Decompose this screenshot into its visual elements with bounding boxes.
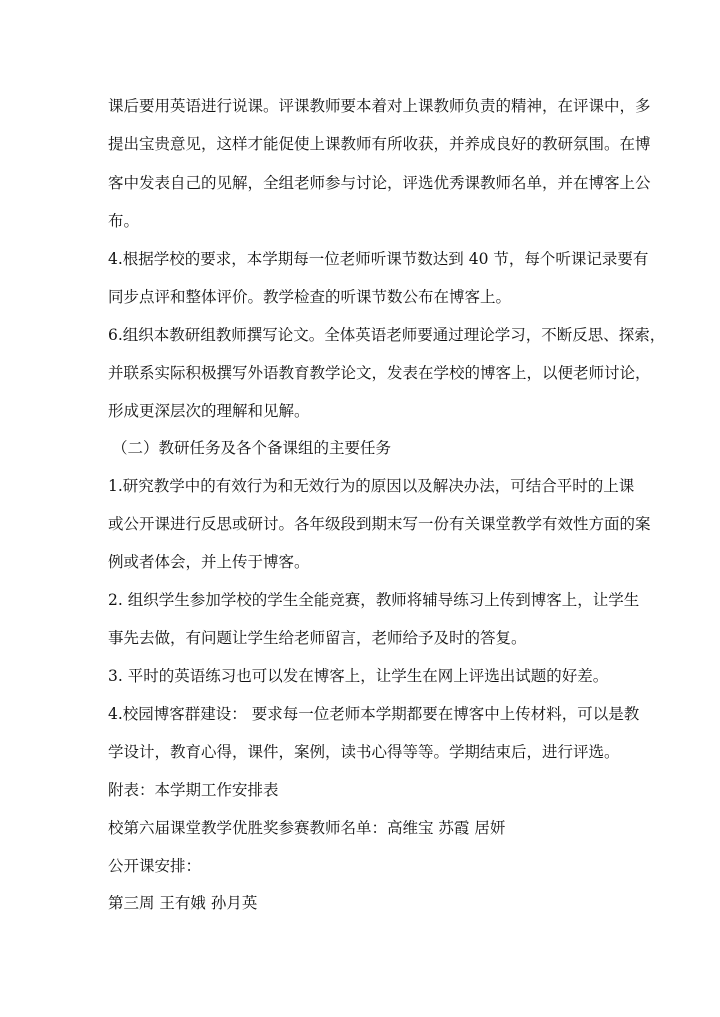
appendix-label: 附表：本学期工作安排表 [108,781,279,799]
paragraph-line: 4.校园博客群建设： 要求每一位老师本学期都要在博客中上传材料，可以是教 [108,705,640,723]
paragraph-line: 4.根据学校的要求，本学期每一位老师听课节数达到 40 节，每个听课记录要有 [108,250,649,268]
schedule-line: 第三周 王有娥 孙月英 [108,894,258,912]
teacher-list-line: 校第六届课堂教学优胜奖参赛教师名单：高维宝 苏霞 居妍 [108,819,506,837]
paragraph-line: 例或者体会，并上传于博客。 [108,553,310,571]
section-heading: （二）教研任务及各个备课组的主要任务 [112,439,392,457]
paragraph-line: 并联系实际积极撰写外语教育教学论文，发表在学校的博客上，以便老师讨论， [108,364,651,382]
open-class-heading: 公开课安排： [108,857,202,875]
paragraph-line: 布。 [108,212,140,230]
paragraph-line: 同步点评和整体评价。教学检查的听课节数公布在博客上。 [108,288,512,306]
paragraph-line: 或公开课进行反思或研讨。各年级段到期末写一份有关课堂教学有效性方面的案 [108,515,651,533]
paragraph-line: 提出宝贵意见，这样才能促使上课教师有所收获，并养成良好的教研氛围。在博 [108,135,651,153]
paragraph-line: 课后要用英语进行说课。评课教师要本着对上课教师负责的精神，在评课中，多 [108,97,651,115]
paragraph-line: 形成更深层次的理解和见解。 [108,402,310,420]
paragraph-line: 客中发表自己的见解，全组老师参与讨论，评选优秀课教师名单，并在博客上公 [108,174,651,192]
paragraph-line: 1.研究教学中的有效行为和无效行为的原因以及解决办法，可结合平时的上课 [108,477,635,495]
paragraph-line: 事先去做，有问题让学生给老师留言，老师给予及时的答复。 [108,629,527,647]
paragraph-line: 3. 平时的英语练习也可以发在博客上，让学生在网上评选出试题的好差。 [108,667,609,685]
paragraph-line: 学设计，教育心得，课件，案例，读书心得等等。学期结束后，进行评选。 [108,743,620,761]
paragraph-line: 2. 组织学生参加学校的学生全能竞赛，教师将辅导练习上传到博客上，让学生 [108,591,640,609]
paragraph-line: 6.组织本教研组教师撰写论文。全体英语老师要通过理论学习，不断反思、探索， [108,326,666,344]
